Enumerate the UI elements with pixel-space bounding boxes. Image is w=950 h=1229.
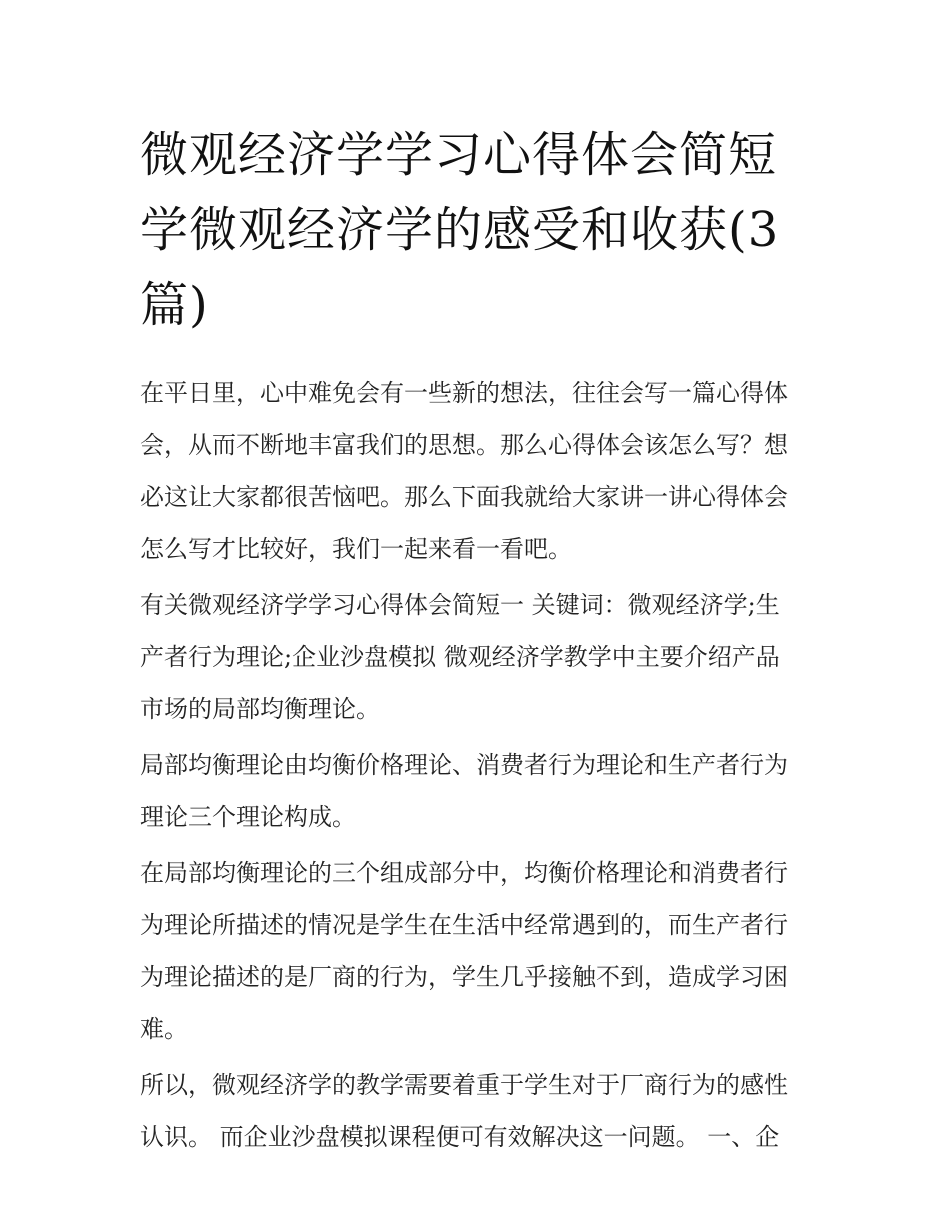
document-page <box>140 118 818 1167</box>
text-line: 为理论所描述的情况是学生在生活中经常遇到的，而生产者行 <box>140 911 788 939</box>
title-line: 微观经济学学习心得体会简短 <box>140 127 778 183</box>
text-line: 会，从而不断地丰富我们的思想。那么心得体会该怎么写？想 <box>140 431 788 459</box>
paragraph-solution <box>140 1059 818 1163</box>
text-line: 难。 <box>140 1015 188 1043</box>
text-line: 怎么写才比较好，我们一起来看一看吧。 <box>140 535 572 563</box>
text-line: 产者行为理论;企业沙盘模拟 微观经济学教学中主要介绍产品 <box>140 643 780 671</box>
paragraph-keywords <box>140 579 818 735</box>
paragraph-theory <box>140 739 818 843</box>
text-line: 认识。 而企业沙盘模拟课程便可有效解决这一问题。 一、企 <box>140 1123 780 1151</box>
text-line: 必这让大家都很苦恼吧。那么下面我就给大家讲一讲心得体会 <box>140 483 788 511</box>
text-line: 理论三个理论构成。 <box>140 803 356 831</box>
text-line: 所以，微观经济学的教学需要着重于学生对于厂商行为的感性 <box>140 1071 788 1099</box>
text-line: 在局部均衡理论的三个组成部分中，均衡价格理论和消费者行 <box>140 859 788 887</box>
text-line: 为理论描述的是厂商的行为，学生几乎接触不到，造成学习困 <box>140 963 788 991</box>
paragraph-difficulty <box>140 847 818 1055</box>
text-line: 市场的局部均衡理论。 <box>140 695 380 723</box>
text-line: 局部均衡理论由均衡价格理论、消费者行为理论和生产者行为 <box>140 751 788 779</box>
document-title <box>140 118 818 343</box>
text-line: 有关微观经济学学习心得体会简短一 关键词：微观经济学;生 <box>140 591 780 619</box>
text-line: 在平日里，心中难免会有一些新的想法，往往会写一篇心得体 <box>140 379 788 407</box>
title-line: 篇) <box>140 277 209 333</box>
paragraph-intro <box>140 367 818 575</box>
document-body <box>140 367 818 1163</box>
title-line: 学微观经济学的感受和收获(3 <box>140 202 780 258</box>
